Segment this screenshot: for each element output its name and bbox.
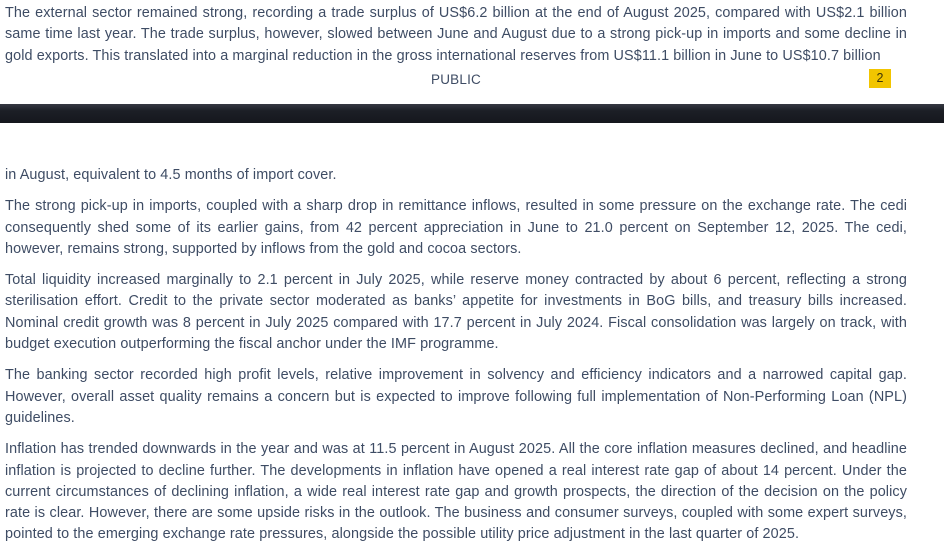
page2-paragraph-inflation: Inflation has trended downwards in the year and was at 11.5 percent in August 2025. All the core inflation measures declined, and headline inflation is projected to decline further. The developments in inflation have opened a real interest rate gap of about 14 percent. Under the current circumstances of declining inflation, a wide real interest rate gap and growth prospects, the direction of the decision on the policy rate is clear. However, there are some upside risks in the outlook. The business and consumer surveys, coupled with some expert surveys, pointed to the emerging exchange rate pressures, alongside the possible utility price adjustment in the last quarter of 2025. bbox=[5, 441, 907, 543]
page2-paragraph-liquidity: Total liquidity increased marginally to 2.1 percent in July 2025, while reserve money contracted by about 6 percent, reflecting a strong sterilisation effort. Credit to the private sector moderated as banks’ appetite for investments in BoG bills, and treasury bills increased. Nominal credit growth was 8 percent in July 2025 compared with 17.7 percent in July 2024. Fiscal consolidation was largely on track, with budget execution outperforming the fiscal anchor under the IMF programme. bbox=[5, 272, 907, 353]
document-page-2 bbox=[0, 123, 944, 546]
page2-paragraph-exchange-rate: The strong pick-up in imports, coupled with a sharp drop in remittance inflows, resulted in some pressure on the exchange rate. The cedi consequently shed some of its earlier gains, from 42 percent appreciation in June to 21.0 percent on September 12, 2025. The cedi, however, remains strong, supported by inflows from the gold and cocoa sectors. bbox=[5, 198, 907, 257]
page2-paragraph-banking-sector: The banking sector recorded high profit levels, relative improvement in solvency and efficiency indicators and a narrowed capital gap. However, overall asset quality remains a concern but is expected to improve following full implementation of Non-Performing Loan (NPL) guidelines. bbox=[5, 367, 907, 426]
page2-paragraph-import-cover: in August, equivalent to 4.5 months of import cover. bbox=[5, 167, 337, 183]
document-page-1 bbox=[0, 0, 944, 104]
page1-body-paragraph: The external sector remained strong, recording a trade surplus of US$6.2 billion at the end of August 2025, compared with US$2.1 billion same time last year. The trade surplus, however, slowed between June and August due to a strong pick-up in imports and some decline in gold exports. This translated into a marginal reduction in the gross international reserves from US$11.1 billion in June to US$10.7 billion bbox=[5, 5, 907, 64]
public-classification-label: PUBLIC bbox=[431, 71, 481, 87]
page-number-badge: 2 bbox=[869, 69, 891, 88]
page1-footer bbox=[5, 71, 907, 91]
page-separator-bar bbox=[0, 104, 944, 123]
